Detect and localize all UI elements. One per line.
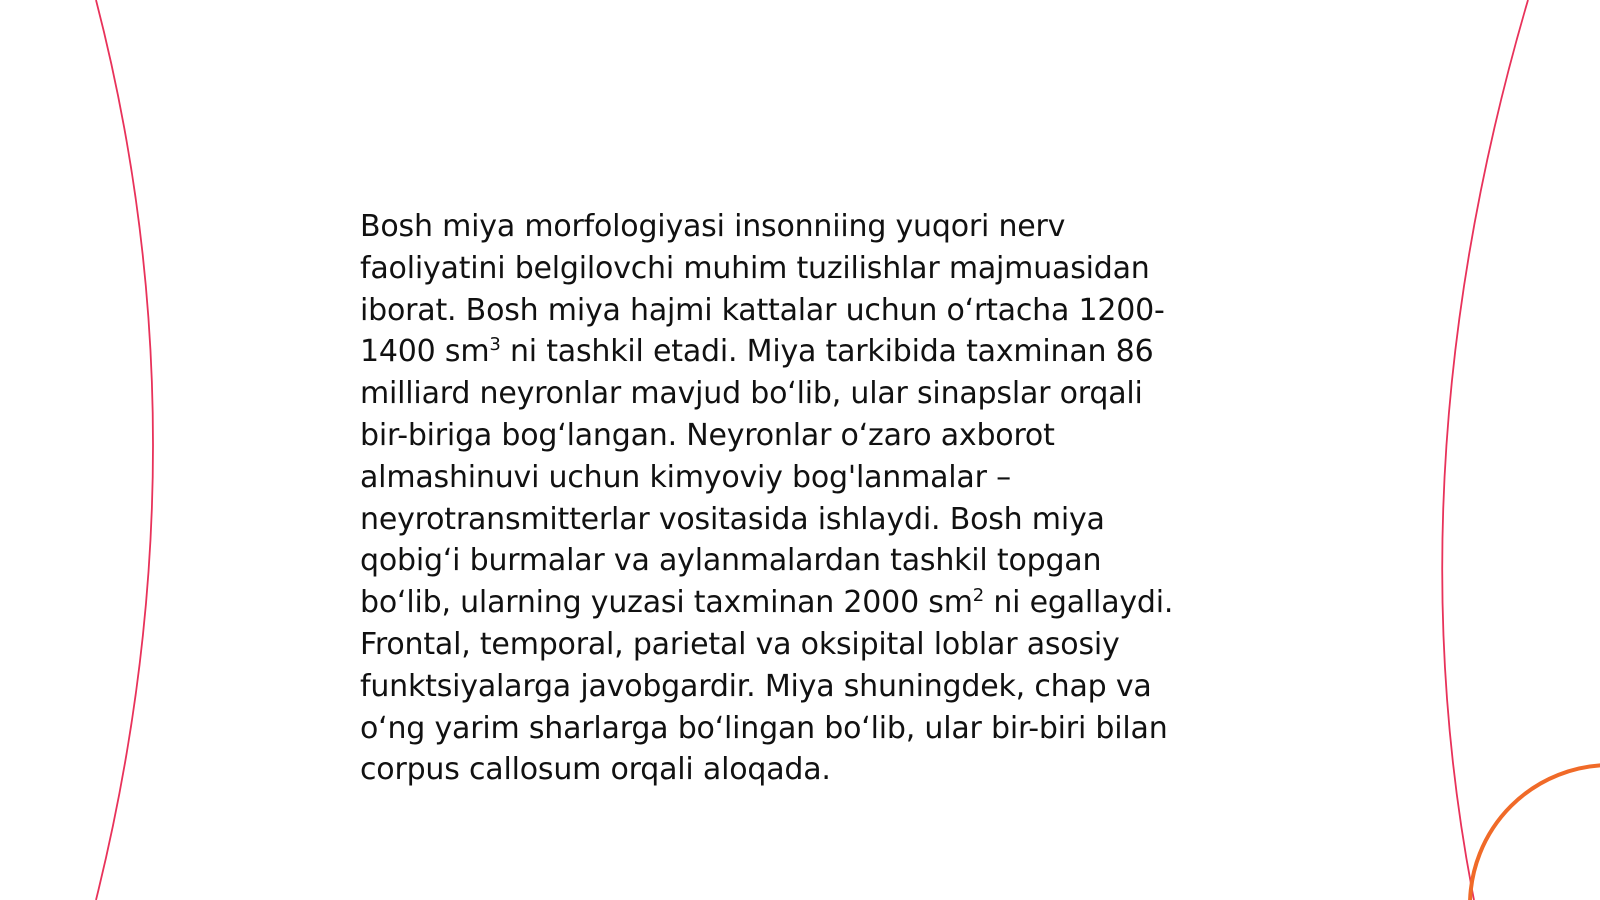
text-run: Bosh miya morfologiyasi insonniing yuqori nerv faoliyatini belgilovchi muhim tuzilishlar majmuasidan iborat. Bosh miya hajmi kattalar uchun oʻrtacha 1200- 1400 sm: [360, 209, 1165, 370]
text-run: ni tashkil etadi. Miya tarkibida taxminan 86 milliard neyronlar mavjud boʻlib, ular sinapslar orqali bir-biriga bogʻlangan. Neyronlar oʻzaro axborot almashinuvi uchun kimyoviy bog'lanmalar – neyrotransmitterlar vositasida ishlaydi. Bosh miya qobigʻi burmalar va aylanmalardan tashkil topgan boʻlib, ularning yuzasi taxminan 2000 sm: [360, 334, 1154, 621]
text-run: ni egallaydi. Frontal, temporal, parietal va oksipital loblar asosiy funktsiyalarga javobgardir. Miya shuningdek, chap va oʻng yarim sharlarga boʻlingan boʻlib, ular bir-biri bilan corpus callosum orqali aloqada.: [360, 585, 1174, 788]
superscript-run: 3: [489, 334, 501, 356]
body-paragraph: [360, 206, 1260, 791]
orange-circle-accent: [1470, 765, 1600, 900]
right-arc-line: [1442, 0, 1528, 900]
left-arc-line: [96, 0, 153, 900]
superscript-run: 2: [972, 585, 985, 607]
